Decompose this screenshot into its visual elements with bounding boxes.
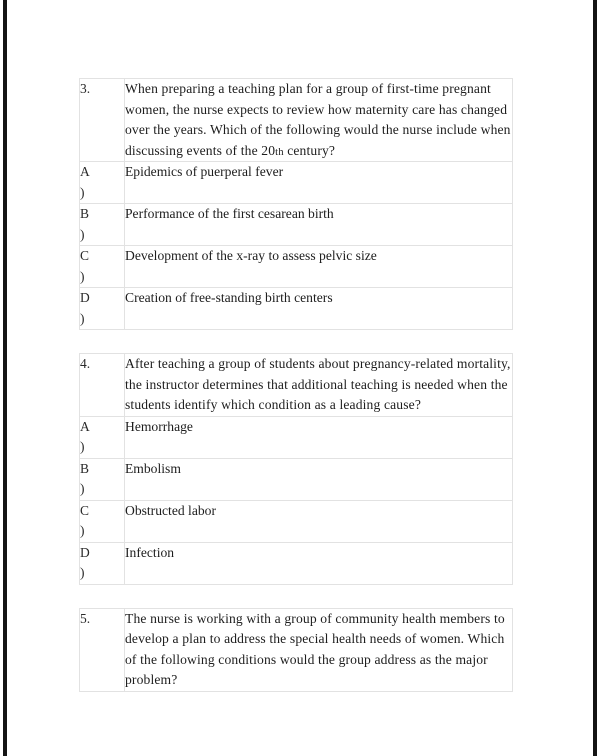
option-row[interactable] (80, 500, 513, 542)
option-letter-cell (80, 500, 125, 542)
question-number-5: 5. (80, 610, 91, 626)
question-stem-row (80, 79, 513, 162)
option-row[interactable] (80, 416, 513, 458)
option-letter-cell (80, 458, 125, 500)
question-stem-row (80, 608, 513, 691)
option-letter-cell (80, 246, 125, 288)
option-text-c: Obstructed labor (125, 502, 216, 518)
question-block-5 (79, 608, 513, 692)
option-row[interactable] (80, 288, 513, 330)
option-letter-a: A) (80, 164, 90, 200)
option-row[interactable] (80, 458, 513, 500)
option-text-b: Performance of the first cesarean birth (125, 206, 334, 221)
option-row[interactable] (80, 542, 513, 584)
question-block-3 (79, 78, 513, 330)
option-text-b: Embolism (125, 460, 181, 476)
option-letter-a: A) (80, 418, 90, 454)
option-letter-cell (80, 416, 125, 458)
option-text-d: Infection (125, 544, 175, 560)
question-stem-cell (125, 354, 513, 417)
ordinal-suffix: th (275, 146, 284, 158)
question-number-3: 3. (80, 81, 91, 96)
option-letter-c: C) (80, 502, 90, 538)
option-letter-c: C) (80, 248, 90, 284)
option-letter-d: D) (80, 544, 90, 580)
option-letter-cell (80, 542, 125, 584)
question-block-4 (79, 353, 513, 585)
option-row[interactable] (80, 246, 513, 288)
question-stem-3: When preparing a teaching plan for a group of first-time pregnant women, the nurse expects to review how maternity care has changed over the years. Which of the following would the nurse include when discussing events of the 20th century? (125, 81, 511, 158)
question-stem-row (80, 354, 513, 417)
question-sheet (79, 78, 513, 715)
scan-edge-left (3, 0, 7, 756)
option-letter-d: D) (80, 290, 90, 326)
option-letter-b: B) (80, 206, 90, 242)
question-number-cell (80, 608, 125, 691)
question-stem-cell (125, 608, 513, 691)
question-number-cell (80, 79, 125, 162)
option-text-d: Creation of free-standing birth centers (125, 290, 333, 305)
option-text-cell[interactable] (125, 162, 513, 204)
option-text-cell[interactable] (125, 416, 513, 458)
question-stem-cell (125, 79, 513, 162)
question-number-cell (80, 354, 125, 417)
question-number-4: 4. (80, 356, 91, 371)
option-letter-cell (80, 288, 125, 330)
question-stem-5: The nurse is working with a group of community health members to develop a plan to address the special health needs of women. Which of the following conditions would the group address as the major problem? (125, 610, 505, 687)
option-text-cell[interactable] (125, 542, 513, 584)
option-text-c: Development of the x-ray to assess pelvic size (125, 248, 377, 263)
option-text-a: Epidemics of puerperal fever (125, 164, 284, 179)
option-letter-cell (80, 162, 125, 204)
option-row[interactable] (80, 204, 513, 246)
question-stem-4: After teaching a group of students about pregnancy-related mortality, the instructor determines that additional teaching is needed when the students identify which condition as a leading cause? (125, 356, 511, 412)
scan-edge-right (593, 0, 597, 756)
option-text-cell[interactable] (125, 204, 513, 246)
option-text-cell[interactable] (125, 246, 513, 288)
option-text-cell[interactable] (125, 500, 513, 542)
option-letter-cell (80, 204, 125, 246)
option-row[interactable] (80, 162, 513, 204)
option-text-a: Hemorrhage (125, 418, 193, 434)
option-text-cell[interactable] (125, 458, 513, 500)
option-letter-b: B) (80, 460, 90, 496)
option-text-cell[interactable] (125, 288, 513, 330)
